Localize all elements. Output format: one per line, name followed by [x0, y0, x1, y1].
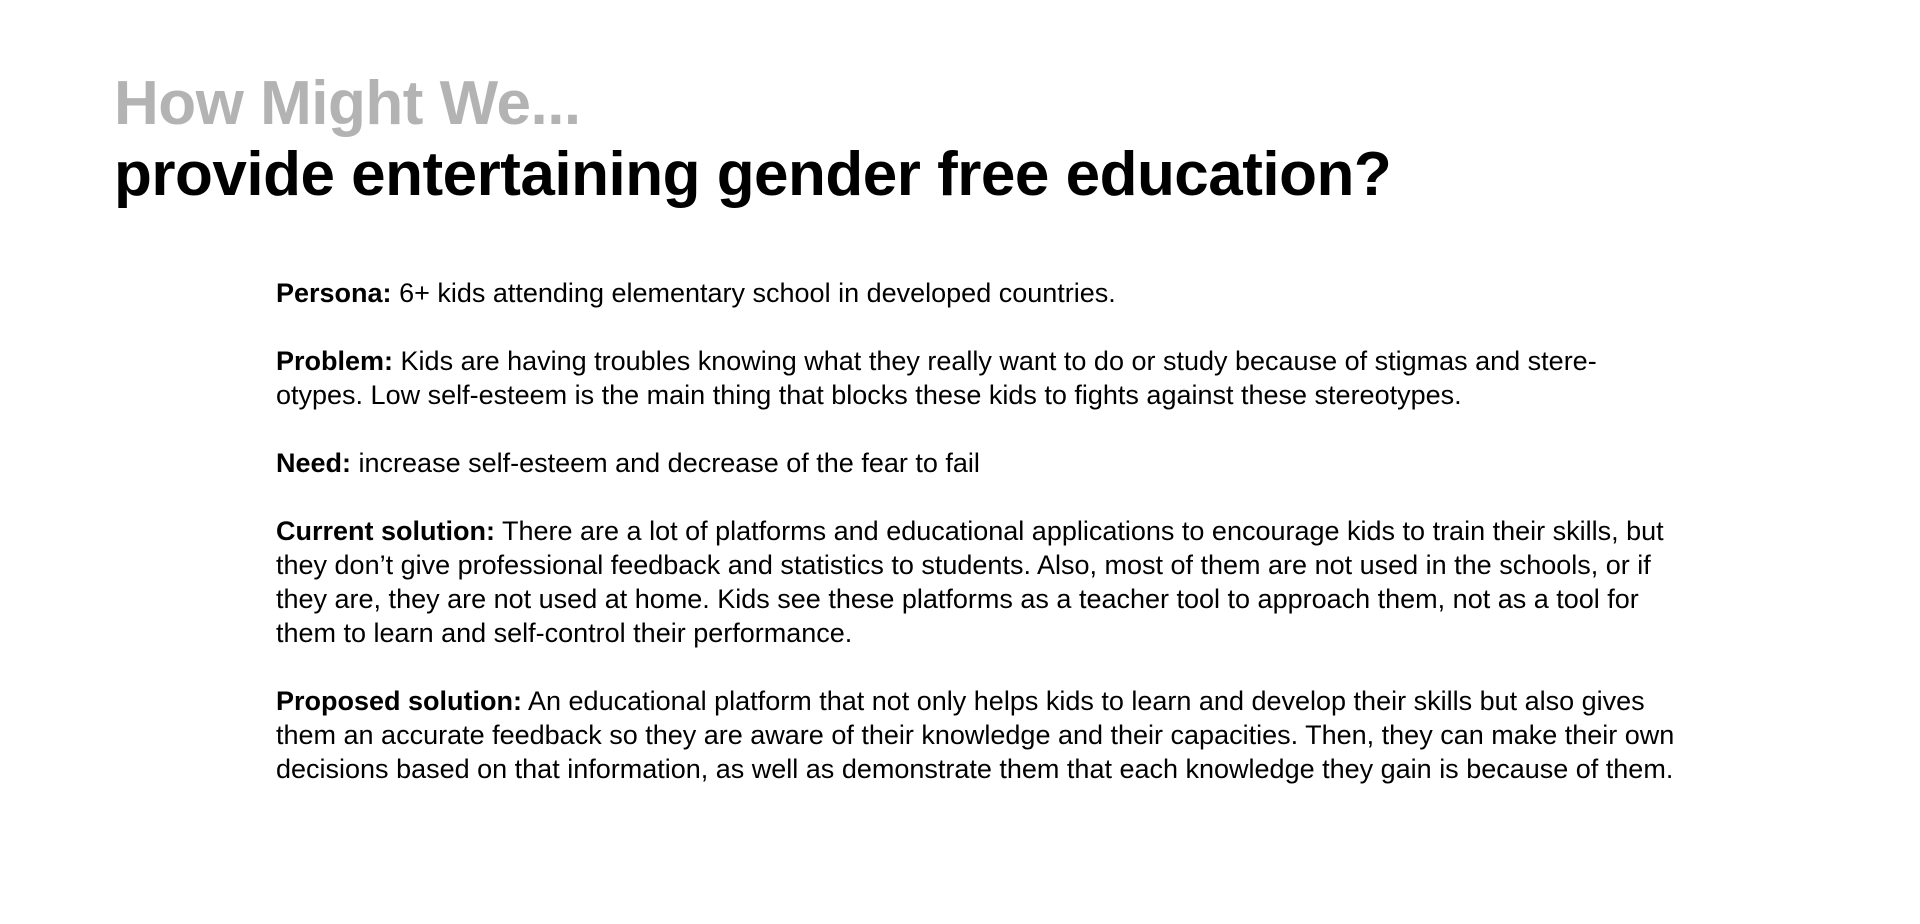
slide-header: [114, 70, 1814, 212]
current-solution-block: [276, 514, 1676, 650]
need-block: [276, 446, 1676, 480]
slide-content: [276, 276, 1676, 820]
persona-text: 6+ kids attending elementary school in developed countries.: [399, 278, 1116, 308]
proposed-solution-text: An educational platform that not only helps kids to learn and develop their skills but also gives them an accurate feedback so they are aware of their knowledge and their capacities. Then, they can make their own decisions based on that information, as well as demonstrate them that each knowledge they gain is because of them.: [276, 686, 1675, 784]
problem-label: Problem:: [276, 346, 394, 376]
problem-block: [276, 344, 1676, 412]
problem-text: Kids are having troubles knowing what they really want to do or study because of stigmas and stere-otypes. Low self-esteem is the main thing that blocks these kids to fights against these stereotypes.: [276, 346, 1597, 410]
proposed-solution-block: [276, 684, 1676, 786]
current-solution-label: Current solution:: [276, 516, 495, 546]
persona-block: [276, 276, 1676, 310]
hmw-kicker: How Might We...: [114, 69, 581, 138]
need-text: increase self-esteem and decrease of the fear to fail: [358, 448, 980, 478]
current-solution-text: There are a lot of platforms and educational applications to encourage kids to train their skills, but they don’t give professional feedback and statistics to students. Also, most of them are not used in the schools, or if they are, they are not used at home. Kids see these platforms as a teacher tool to approach them, not as a tool for them to learn and self-control their performance.: [276, 516, 1664, 648]
hmw-question: provide entertaining gender free education?: [114, 140, 1392, 209]
proposed-solution-label: Proposed solution:: [276, 686, 522, 716]
need-label: Need:: [276, 448, 352, 478]
persona-label: Persona:: [276, 278, 392, 308]
